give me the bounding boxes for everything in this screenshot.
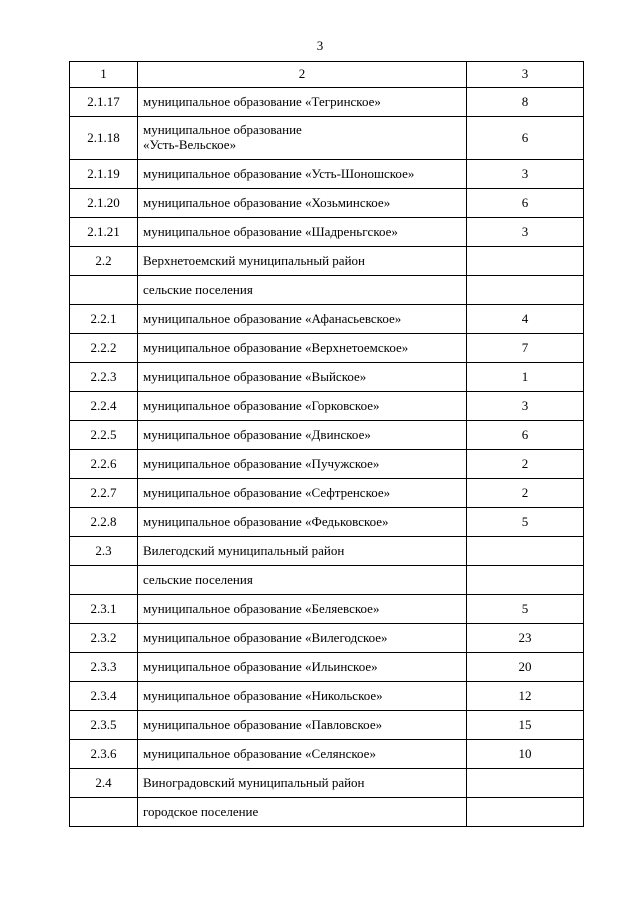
- table-row: [70, 392, 584, 421]
- row-name-text: муниципальное образование «Федьковское»: [143, 513, 389, 529]
- row-number: 2.2.1: [70, 305, 138, 334]
- table-row: [70, 682, 584, 711]
- row-value: [467, 566, 584, 595]
- row-name-text: муниципальное образование «Верхнетоемское»: [143, 339, 409, 355]
- row-name: [138, 682, 467, 711]
- row-value: 6: [467, 117, 584, 160]
- row-value: 2: [467, 450, 584, 479]
- row-name-text: муниципальное образование «Двинское»: [143, 426, 371, 442]
- row-name-text: муниципальное образование «Селянское»: [143, 745, 376, 761]
- column-header-3: 3: [467, 62, 584, 88]
- row-number: 2.1.17: [70, 88, 138, 117]
- row-name-text: муниципальное образование «Вилегодское»: [143, 629, 388, 645]
- row-name-text: муниципальное образование «Горковское»: [143, 397, 380, 413]
- row-name-text: муниципальное образование «Пучужское»: [143, 455, 380, 471]
- row-value: 6: [467, 189, 584, 218]
- table-row: [70, 247, 584, 276]
- row-name-text: муниципальное образование «Павловское»: [143, 716, 383, 732]
- row-value: [467, 247, 584, 276]
- row-name: [138, 421, 467, 450]
- row-name: [138, 508, 467, 537]
- table-row: [70, 88, 584, 117]
- table-row: [70, 450, 584, 479]
- row-name-text: Вилегодский муниципальный район: [143, 542, 345, 558]
- row-value: 8: [467, 88, 584, 117]
- row-value: 2: [467, 479, 584, 508]
- row-number: 2.1.20: [70, 189, 138, 218]
- row-number: [70, 276, 138, 305]
- row-value: 7: [467, 334, 584, 363]
- row-name: [138, 479, 467, 508]
- row-number: 2.3.2: [70, 624, 138, 653]
- row-name: [138, 653, 467, 682]
- row-value: 15: [467, 711, 584, 740]
- row-name: [138, 305, 467, 334]
- row-name-text: муниципальное образование «Усть-Шоношское»: [143, 165, 415, 181]
- table-row: [70, 653, 584, 682]
- row-name: [138, 711, 467, 740]
- row-name-text: сельские поселения: [143, 281, 253, 297]
- table-row: [70, 566, 584, 595]
- row-name-text: Виноградовский муниципальный район: [143, 774, 365, 790]
- row-value: 3: [467, 160, 584, 189]
- row-name-text: муниципальное образование «Ильинское»: [143, 658, 378, 674]
- row-number: 2.1.19: [70, 160, 138, 189]
- row-name: [138, 769, 467, 798]
- row-name-text: Верхнетоемский муниципальный район: [143, 252, 365, 268]
- page-number: 3: [316, 38, 324, 53]
- table-row: [70, 305, 584, 334]
- row-name-text: муниципальное образование «Беляевское»: [143, 600, 380, 616]
- row-number: 2.3: [70, 537, 138, 566]
- row-number: 2.1.18: [70, 117, 138, 160]
- table-row: [70, 334, 584, 363]
- row-number: [70, 566, 138, 595]
- row-number: 2.2.7: [70, 479, 138, 508]
- row-value: 6: [467, 421, 584, 450]
- table-row: [70, 537, 584, 566]
- row-number: 2.2: [70, 247, 138, 276]
- row-number: 2.3.3: [70, 653, 138, 682]
- table-row: [70, 798, 584, 827]
- row-name-text: муниципальное образование «Усть-Вельское»: [143, 122, 302, 152]
- row-number: 2.2.5: [70, 421, 138, 450]
- row-value: [467, 798, 584, 827]
- row-name-text: муниципальное образование «Сефтренское»: [143, 484, 391, 500]
- row-value: 23: [467, 624, 584, 653]
- table-row: [70, 189, 584, 218]
- row-number: 2.2.6: [70, 450, 138, 479]
- table-row: [70, 769, 584, 798]
- row-value: 20: [467, 653, 584, 682]
- table-row: [70, 711, 584, 740]
- row-name: [138, 624, 467, 653]
- row-name: [138, 537, 467, 566]
- row-name: [138, 88, 467, 117]
- row-value: [467, 276, 584, 305]
- row-name-text: муниципальное образование «Хозьминское»: [143, 194, 391, 210]
- municipality-table: [69, 61, 584, 827]
- row-name-text: сельские поселения: [143, 571, 253, 587]
- row-value: 4: [467, 305, 584, 334]
- row-name: [138, 276, 467, 305]
- row-number: 2.2.4: [70, 392, 138, 421]
- table-row: [70, 117, 584, 160]
- row-value: [467, 769, 584, 798]
- table-row: [70, 595, 584, 624]
- row-value: 5: [467, 595, 584, 624]
- row-name: [138, 740, 467, 769]
- row-name: [138, 363, 467, 392]
- row-number: 2.1.21: [70, 218, 138, 247]
- row-number: [70, 798, 138, 827]
- row-value: 12: [467, 682, 584, 711]
- column-header-1: 1: [70, 62, 138, 88]
- row-value: 3: [467, 218, 584, 247]
- row-name: [138, 334, 467, 363]
- row-value: 3: [467, 392, 584, 421]
- row-value: 10: [467, 740, 584, 769]
- row-number: 2.3.6: [70, 740, 138, 769]
- row-number: 2.2.8: [70, 508, 138, 537]
- table-row: [70, 740, 584, 769]
- table-row: [70, 276, 584, 305]
- table-row: [70, 479, 584, 508]
- row-number: 2.3.4: [70, 682, 138, 711]
- row-name-text: муниципальное образование «Афанасьевское»: [143, 310, 402, 326]
- row-number: 2.4: [70, 769, 138, 798]
- row-number: 2.3.5: [70, 711, 138, 740]
- table-row: [70, 218, 584, 247]
- row-name: [138, 798, 467, 827]
- table-row: [70, 421, 584, 450]
- row-name: [138, 595, 467, 624]
- row-name-text: муниципальное образование «Шадреньгское»: [143, 223, 398, 239]
- table-row: [70, 624, 584, 653]
- row-name: [138, 189, 467, 218]
- row-name: [138, 247, 467, 276]
- table-header-row: [70, 62, 584, 88]
- table-row: [70, 363, 584, 392]
- row-number: 2.3.1: [70, 595, 138, 624]
- row-value: 5: [467, 508, 584, 537]
- row-name: [138, 218, 467, 247]
- row-value: 1: [467, 363, 584, 392]
- row-number: 2.2.2: [70, 334, 138, 363]
- row-name: [138, 117, 467, 160]
- row-name: [138, 566, 467, 595]
- column-header-2: 2: [138, 62, 467, 88]
- row-name: [138, 392, 467, 421]
- row-name-text: муниципальное образование «Выйское»: [143, 368, 367, 384]
- row-value: [467, 537, 584, 566]
- row-name-text: муниципальное образование «Никольское»: [143, 687, 383, 703]
- table-row: [70, 160, 584, 189]
- row-name: [138, 160, 467, 189]
- row-name-text: городское поселение: [143, 803, 259, 819]
- row-number: 2.2.3: [70, 363, 138, 392]
- row-name-text: муниципальное образование «Тегринское»: [143, 93, 381, 109]
- table-row: [70, 508, 584, 537]
- row-name: [138, 450, 467, 479]
